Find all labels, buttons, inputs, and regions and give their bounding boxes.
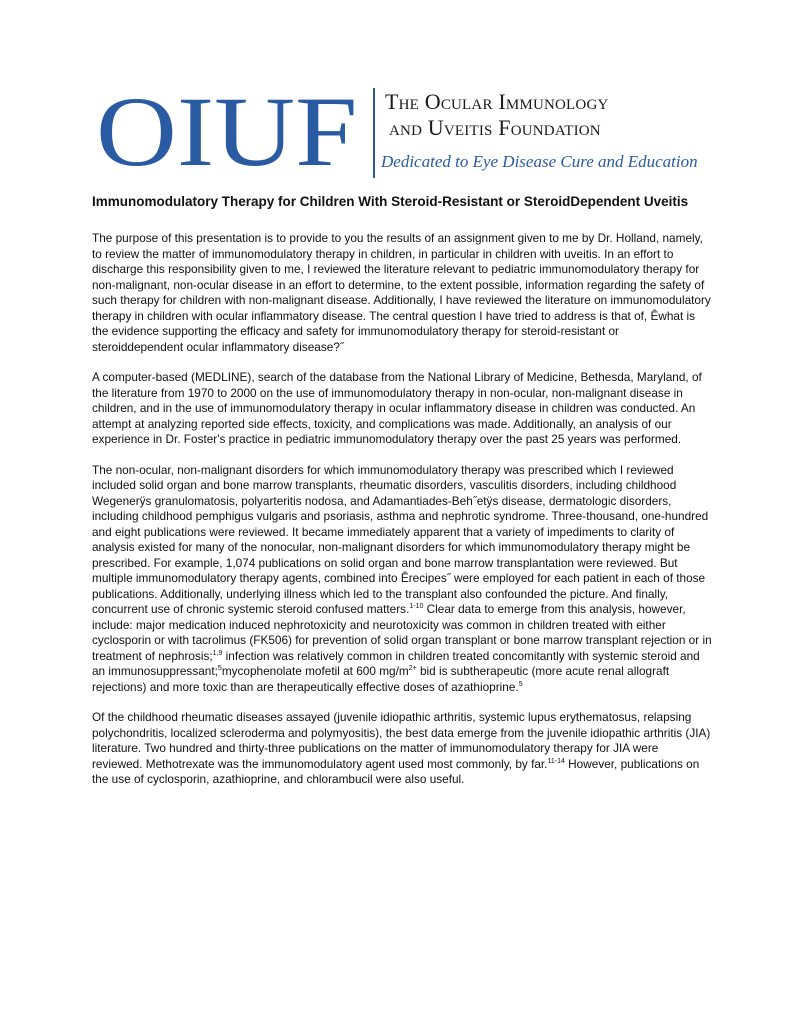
paragraph-text: Clear data to emerge from this analysis, however, include: major medication induced nephrotoxicity and neurotoxicity was common in children treated with either cyclosporin or with tacrolimus (FK506) for prevention of solid organ transplant or bone marrow transplant rejection or in treatment of nephrosis; — [92, 602, 712, 663]
paragraph-rheumatic-diseases — [92, 710, 712, 788]
paragraph-text: mycophenolate mofetil at 600 mg/m — [221, 664, 409, 678]
citation-ref: 11-14 — [547, 757, 565, 765]
org-name-line1: The Ocular Immunology — [385, 89, 609, 114]
paragraph-text: The non-ocular, non-malignant disorders for which immunomodulatory therapy was prescribed which I reviewed included solid organ and bone marrow transplants, rheumatic disorders, vasculitis disorders, including childhood Wegenerÿs granulomatosis, polyarteritis nodosa, and Adamantiades-Beh˝etÿs disease, dermatologic disorders, including childhood pemphigus vulgaris and psoriasis, asthma and nephrotic syndrome. Three-thousand, one-hundred and eight publications were reviewed. It became immediately apparent that a variety of impediments to clarity of analysis existed for many of the nonocular, non-malignant disorders for which immunomodulatory therapy might be prescribed. For example, 1,074 publications on solid organ and bone marrow transplantation were reviewed. But multiple immunomodulatory therapy agents, combined into Êrecipes˝ were employed for each patient in each of those publications. Additionally, underlying illness which led to the transplant also confounded the picture. And finally, concurrent use of chronic systemic steroid confused matters. — [92, 462, 709, 616]
org-tagline: Dedicated to Eye Disease Cure and Education — [381, 152, 698, 171]
citation-ref: 5 — [217, 665, 222, 672]
paragraph-text: bid is subtherapeutic (more acute renal allograft rejections) and more toxic than are therapeutically effective doses of azathioprine. — [92, 664, 670, 694]
unit-superscript: 2+ — [408, 665, 417, 672]
paragraph-text: infection was relatively common in children treated concomitantly with systemic steroid and an immunosuppressant; — [92, 648, 700, 678]
paragraph-purpose: The purpose of this presentation is to provide to you the results of an assignment given to me by Dr. Holland, namely, to review the matter of immunomodulatory therapy in children, in particular in children with uveitis. In an effort to discharge this responsibility given to me, I reviewed the literature relevant to pediatric immunomodulatory therapy for non-malignant, non-ocular disease in an effort to determine, to the extent possible, information regarding the safety of such therapy for children with non-malignant disease. Additionally, I have reviewed the literature on immunomodulatory therapy in children with ocular inflammatory disease. The central question I have tried to address is that of, Êwhat is the evidence supporting the efficacy and safety for immunomodulatory therapy for steroid-resistant or steroiddependent ocular inflammatory disease?˝ — [92, 231, 711, 354]
paragraph-non-ocular-disorders — [92, 463, 712, 696]
article-title: Immunomodulatory Therapy for Children With Steroid-Resistant or SteroidDependent Uveitis — [92, 194, 689, 209]
letterhead — [96, 76, 706, 187]
logo-divider — [373, 88, 375, 178]
oiuf-logo: OIUF — [96, 76, 358, 187]
article-body — [92, 193, 712, 803]
paragraph-text: However, publications on the use of cyclosporin, azathioprine, and chlorambucil were also useful. — [92, 756, 700, 786]
paragraph-methods: A computer-based (MEDLINE), search of the database from the National Library of Medicine, Bethesda, Maryland, of the literature from 1970 to 2000 on the use of immunomodulatory therapy in non-ocular, non-malignant disease in children, and in the use of immunomodulatory therapy in ocular inflammatory disease in children was conducted. An attempt at analyzing reported side effects, toxicity, and complications was made. Additionally, an analysis of our experience in Dr. Foster's practice in pediatric immunomodulatory therapy over the past 25 years was performed. — [92, 370, 702, 446]
org-name-line2: and Uveitis Foundation — [389, 115, 601, 140]
citation-ref: 5 — [518, 680, 523, 688]
paragraph-text: Of the childhood rheumatic diseases assayed (juvenile idiopathic arthritis, systemic lupus erythematosus, relapsing polychondritis, localized scleroderma and polymyositis), the best data emerge from the juvenile idiopathic arthritis (JIA) literature. Two hundred and thirty-three publications on the matter of immunomodulatory therapy for JIA were reviewed. Methotrexate was the immunomodulatory agent used most commonly, by far. — [92, 710, 711, 771]
citation-ref: 1-10 — [409, 603, 424, 610]
citation-ref: 1,9 — [212, 649, 223, 657]
